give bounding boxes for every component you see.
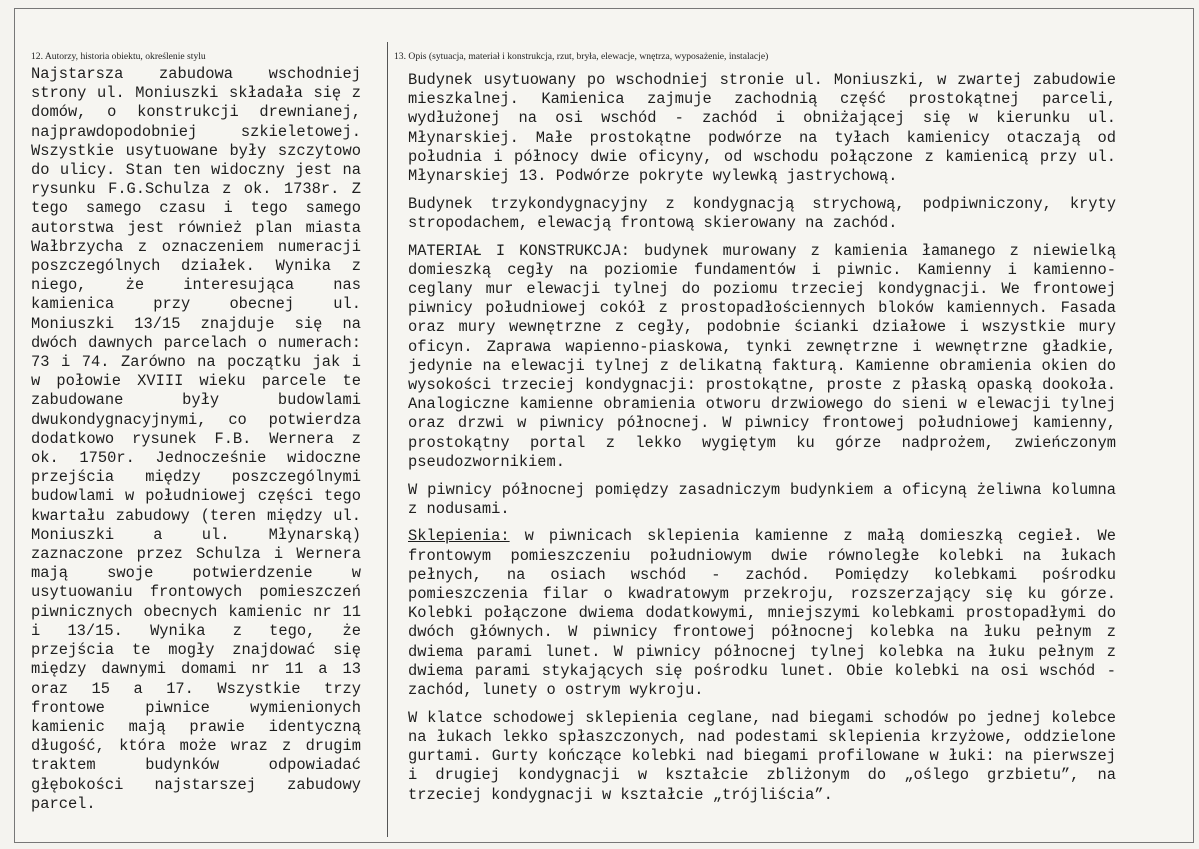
paragraph-location: Budynek usytuowany po wschodniej stronie ul. Moniuszki, w zwartej zabudowie mieszkalnej. Kamienica zajmuje zachodnią część prostokątnej parceli, wydłużonej na osi wschód - zachód i obniżającej się w kierunku ul. Młynarskiej. Małe prostokątne podwórze na tyłach kamienicy otaczają od południa i północy dwie oficyny, od wschodu połączone z kamienicą przy ul. Młynarskiej 13. Podwórze pokryte wylewką jastrychową.: [408, 71, 1116, 186]
paragraph-column: W piwnicy północnej pomiędzy zasadniczym budynkiem a oficyną żeliwna kolumna z nodusami.: [408, 480, 1116, 518]
paragraph-building: Budynek trzykondygnacyjny z kondygnacją strychową, podpiwniczony, kryty stropodachem, elewacją frontową skierowany na zachód.: [408, 194, 1116, 232]
paragraph-vaults: [408, 527, 1116, 700]
history-text: Najstarsza zabudowa wschodniej strony ul. Moniuszki składała się z domów, o konstrukcji drewnianej, najprawdopodobniej szkieletowej. Wszystkie usytuowane były szczytowo do ulicy. Stan ten widoczny jest na rysunku F.G.Schulza z ok. 1738r. Z tego samego czasu i tego samego autorstwa jest również plan miasta Wałbrzycha z oznaczeniem numeracji poszczególnych działek. Wynika z niego, że interesująca nas kamienica przy obecnej ul. Moniuszki 13/15 znajduje się na dwóch dawnych parcelach o numerach: 73 i 74. Zarówno na początku jak i w połowie XVIII wieku parcele te zabudowane były budowlami dwukondygnacyjnymi, co potwierdza dodatkowo rysunek F.B. Wernera z ok. 1750r. Jednocześnie widoczne przejścia między poszczególnymi budowlami w południowej części tego kwartału zabudowy (teren między ul. Moniuszki a ul. Młynarską) zaznaczone przez Schulza i Wernera mają swoje potwierdzenie w usytuowaniu frontowych pomieszczeń piwnicznych obecnych kamienic nr 11 i 13/15. Wynika z tego, że przejścia te mogły znajdować się między dawnymi domami nr 11 a 13 oraz 15 a 17. Wszystkie trzy frontowe piwnice wymienionych kamienic mają prawie identyczną długość, która może wraz z drugim traktem budynków odpowiadać głębokości najstarszej zabudowy parcel.: [31, 65, 361, 813]
vaults-text: w piwnicach sklepienia kamienne z małą domieszką cegieł. We frontowym pomieszczeniu południowym dwie równoległe kolebki na łukach pełnych, na osiach wschód - zachód. Pomiędzy kolebkami pośrodku pomieszczenia filar o kwadratowym przekroju, rozszerzający się ku górze. Kolebki połączone dwiema dodatkowymi, mniejszymi kolebkami prostopadłymi do dwóch głównych. W piwnicy frontowej północnej kolebka na łuku pełnym z dwiema parami lunet. W piwnicy północnej tylnej kolebka na łuku pełnym z dwiema parami stykających się pośrodku lunet. Obie kolebki na osi wschód - zachód, lunety o ostrym wykroju.: [408, 527, 1116, 700]
left-section-header: 12. Autorzy, historia obiektu, określenie stylu: [31, 51, 206, 62]
paragraph-material: MATERIAŁ I KONSTRUKCJA: budynek murowany z kamienia łamanego z niewielką domieszką cegły na poziomie fundamentów i piwnic. Kamienny i kamienno-ceglany mur elewacji tylnej do poziomu trzeciej kondygnacji. We frontowej piwnicy południowej cokół z prostopadłościennych bloków kamiennych. Fasada oraz mury wewnętrzne z cegły, podobnie ścianki działowe i wszystkie mury oficyn. Zaprawa wapienno-piaskowa, tynki zewnętrzne i wewnętrzne gładkie, jedynie na elewacji tylnej z delikatną fakturą. Kamienne obramienia okien do wysokości trzeciej kondygnacji: prostokątne, proste z płaską opaską dookoła. Analogiczne kamienne obramienia otworu drzwiowego do sieni w elewacji tylnej oraz drzwi w piwnicy północnej. W piwnicy frontowej południowej kamienny, prostokątny portal z lekko wygiętym ku górze nadprożem, zwieńczonym pseudozwornikiem.: [408, 241, 1116, 471]
paragraph-staircase: W klatce schodowej sklepienia ceglane, nad biegami schodów po jednej kolebce na łukach lekko spłaszczonych, nad podestami sklepienia krzyżowe, oddzielone gurtami. Gurty kończące kolebki nad biegami profilowane w łuki: na pierwszej i drugiej kondygnacji w kształcie zbliżonym do „oślego grzbietu”, na trzeciej kondygnacji w kształcie „trójliścia”.: [408, 708, 1116, 804]
vaults-label: Sklepienia:: [408, 527, 510, 546]
right-section-header: 13. Opis (sytuacja, materiał i konstrukcja, rzut, bryła, elewacje, wnętrza, wyposażenie, instalacje): [394, 51, 769, 62]
description-text: [408, 71, 1116, 813]
column-divider: [387, 42, 388, 837]
